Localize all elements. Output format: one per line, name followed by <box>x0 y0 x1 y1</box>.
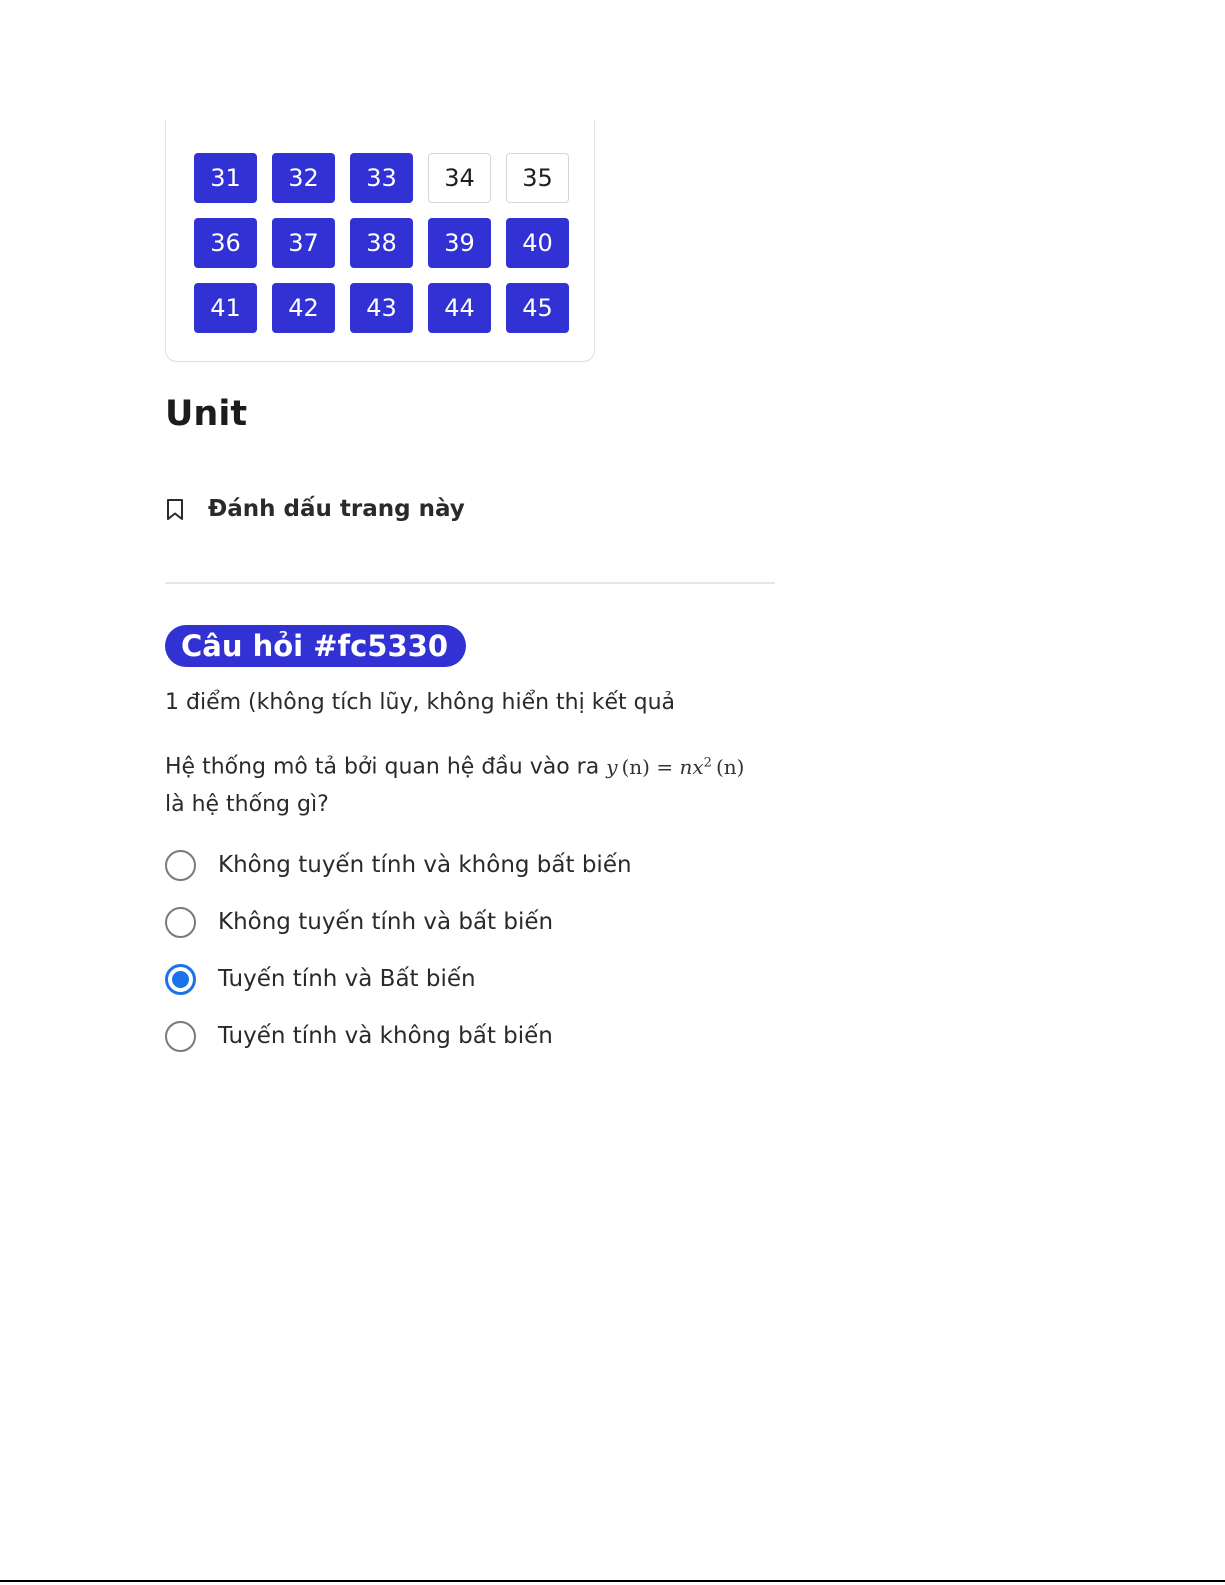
question-nav-button-33[interactable]: 33 <box>350 153 413 203</box>
question-navigation-panel <box>165 120 595 362</box>
question-id-badge: Câu hỏi #fc5330 <box>165 625 466 667</box>
bookmark-outline-icon <box>165 498 185 521</box>
question-nav-button-35[interactable]: 35 <box>506 153 569 203</box>
unit-title: Unit <box>165 394 248 434</box>
question-nav-button-34[interactable]: 34 <box>428 153 491 203</box>
answer-options <box>165 845 785 1073</box>
formula-rhs-arg: (n) <box>715 754 745 779</box>
question-nav-button-40[interactable]: 40 <box>506 218 569 268</box>
answer-option[interactable] <box>165 959 785 999</box>
formula-equals: = <box>656 754 674 779</box>
formula-lhs: y <box>606 754 618 779</box>
page-bottom-border <box>0 1580 1225 1582</box>
formula-exponent: 2 <box>703 755 712 770</box>
question-nav-button-39[interactable]: 39 <box>428 218 491 268</box>
question-nav-button-38[interactable]: 38 <box>350 218 413 268</box>
formula-rhs: nx <box>679 754 704 779</box>
prompt-text: Hệ thống mô tả bởi quan hệ đầu vào ra <box>165 754 600 780</box>
radio-button[interactable] <box>165 850 196 881</box>
question-nav-button-43[interactable]: 43 <box>350 283 413 333</box>
formula-lhs-arg: (n) <box>621 754 650 779</box>
question-prompt <box>165 744 785 823</box>
radio-button[interactable] <box>165 1021 196 1052</box>
bookmark-page-button[interactable] <box>165 496 465 522</box>
radio-selected[interactable] <box>165 964 196 995</box>
question-nav-button-36[interactable]: 36 <box>194 218 257 268</box>
question-points-text: 1 điểm (không tích lũy, không hiển thị kết quả <box>165 690 676 715</box>
io-formula <box>606 755 744 779</box>
question-number-grid <box>194 153 569 333</box>
answer-option[interactable] <box>165 845 785 885</box>
question-nav-button-32[interactable]: 32 <box>272 153 335 203</box>
question-nav-button-31[interactable]: 31 <box>194 153 257 203</box>
question-nav-button-42[interactable]: 42 <box>272 283 335 333</box>
question-nav-button-45[interactable]: 45 <box>506 283 569 333</box>
section-divider <box>165 582 775 584</box>
answer-option-label: Tuyến tính và không bất biến <box>218 1023 553 1049</box>
question-nav-button-37[interactable]: 37 <box>272 218 335 268</box>
answer-option[interactable] <box>165 902 785 942</box>
question-nav-button-41[interactable]: 41 <box>194 283 257 333</box>
prompt-text-suffix: là hệ thống gì? <box>165 791 329 817</box>
bookmark-label: Đánh dấu trang này <box>208 496 465 522</box>
answer-option-label: Không tuyến tính và không bất biến <box>218 852 632 878</box>
radio-button[interactable] <box>165 907 196 938</box>
answer-option-label: Tuyến tính và Bất biến <box>218 966 476 992</box>
question-nav-button-44[interactable]: 44 <box>428 283 491 333</box>
answer-option-label: Không tuyến tính và bất biến <box>218 909 554 935</box>
answer-option[interactable] <box>165 1016 785 1056</box>
